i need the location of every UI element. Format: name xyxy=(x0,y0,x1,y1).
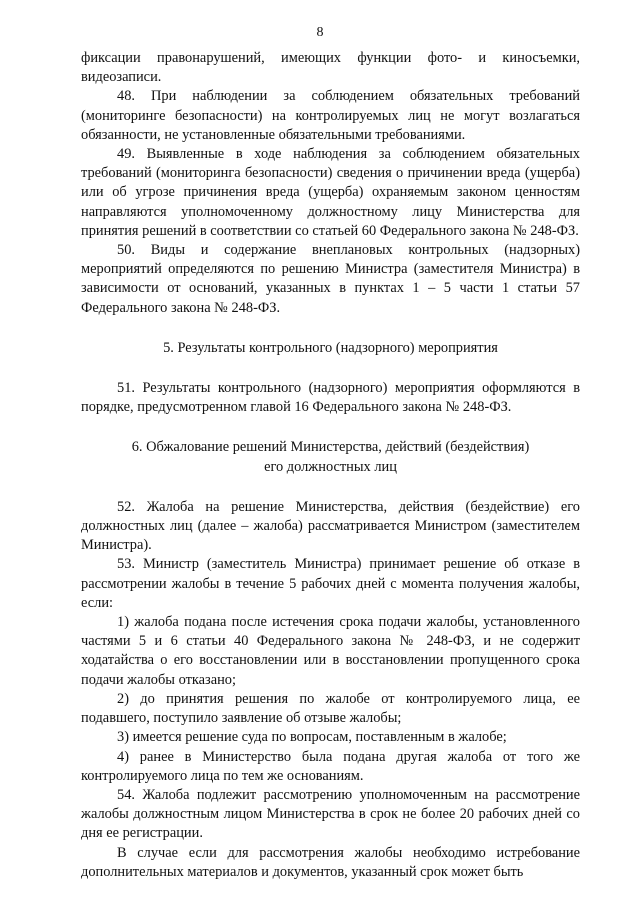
paragraph-53-item-2: 2) до принятия решения по жалобе от контролируемого лица, ее подавшего, поступило заявление об отзыве жалобы; xyxy=(81,690,580,727)
section-heading-6-line-2: его должностных лиц xyxy=(264,458,397,475)
paragraph-54-continuation: В случае если для рассмотрения жалобы необходимо истребование дополнительных материалов и документов, указанный срок может быть xyxy=(81,844,580,880)
document-body xyxy=(81,49,580,882)
spacer xyxy=(81,318,580,339)
spacer xyxy=(81,358,580,379)
paragraph-53-item-3: 3) имеется решение суда по вопросам, поставленным в жалобе; xyxy=(117,729,507,746)
section-heading-5: 5. Результаты контрольного (надзорного) мероприятия xyxy=(163,339,498,356)
paragraph-54: 54. Жалоба подлежит рассмотрению уполномоченным на рассмотрение жалобы должностным лицом Министерства в срок не более 20 рабочих дней со дня ее регистрации. xyxy=(81,786,580,842)
paragraph-50: 50. Виды и содержание внеплановых контрольных (надзорных) мероприятий определяются по решению Министра (заместителя Министра) в зависимости от оснований, указанных в пунктах 1 – 5 части 1 статьи 57 Федерального закона № 248-ФЗ. xyxy=(81,242,580,316)
spacer xyxy=(81,477,580,498)
paragraph-53-item-4: 4) ранее в Министерство была подана другая жалоба от того же контролируемого лица по тем же основаниям. xyxy=(81,748,580,784)
paragraph-53-item-1: 1) жалоба подана после истечения срока подачи жалобы, установленного частями 5 и 6 статьи 40 Федерального закона № 248-ФЗ, и не содержит ходатайства о его восстановлении или в восстановлении пропущенного срока подачи жалобы отказано; xyxy=(81,614,580,688)
spacer xyxy=(81,417,580,438)
paragraph-52: 52. Жалоба на решение Министерства, действия (бездействие) его должностных лиц (далее – жалоба) рассматривается Министром (заместителем Министра). xyxy=(81,498,580,554)
paragraph-48: 48. При наблюдении за соблюдением обязательных требований (мониторинге безопасности) на контролируемых лиц не могут возлагаться обязанности, не установленные обязательными требованиями. xyxy=(81,88,580,143)
paragraph-49: 49. Выявленные в ходе наблюдения за соблюдением обязательных требований (мониторинга безопасности) сведения о причинении вреда (ущерба) или об угрозе причинения вреда (ущерба) охраняемым законом ценностям направляются уполномоченному должностному лицу Министерства для принятия решений в соответствии со статьей 60 Федерального закона № 248-ФЗ. xyxy=(81,146,580,239)
page-number: 8 xyxy=(316,25,324,40)
paragraph-53: 53. Министр (заместитель Министра) принимает решение об отказе в рассмотрении жалобы в течение 5 рабочих дней с момента получения жалобы, если: xyxy=(81,556,580,611)
paragraph-51: 51. Результаты контрольного (надзорного) мероприятия оформляются в порядке, предусмотренном главой 16 Федерального закона № 248-ФЗ. xyxy=(81,380,580,416)
paragraph-continuation: фиксации правонарушений, имеющих функции фото- и киносъемки, видеозаписи. xyxy=(81,50,580,86)
section-heading-6-line-1: 6. Обжалование решений Министерства, действий (бездействия) xyxy=(131,439,530,456)
